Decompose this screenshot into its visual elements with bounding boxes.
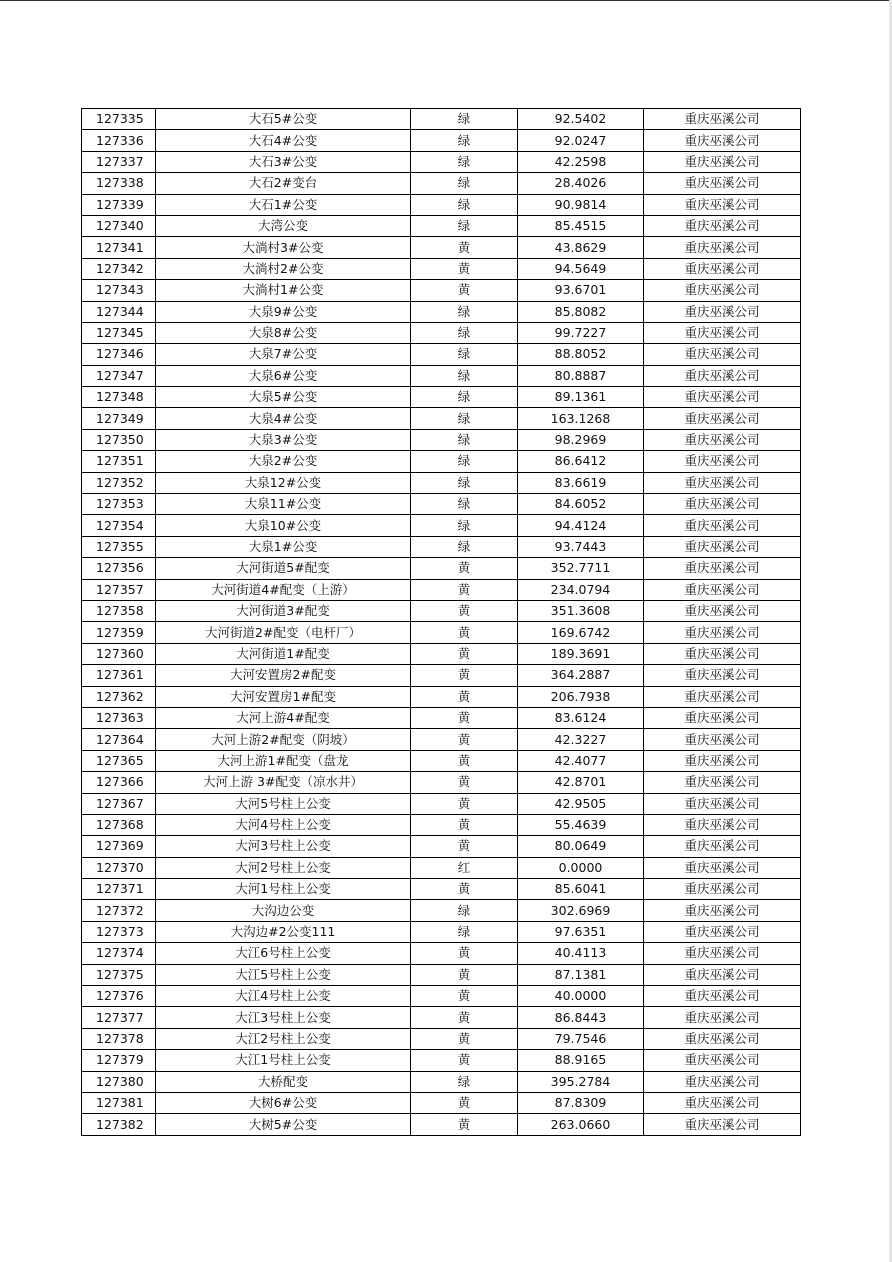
status-color-cell: 绿 — [411, 301, 518, 322]
company-cell: 重庆巫溪公司 — [644, 665, 801, 686]
table-row — [82, 579, 801, 600]
table-row — [82, 301, 801, 322]
status-color-cell: 绿 — [411, 130, 518, 151]
table-row — [82, 237, 801, 258]
table-row — [82, 921, 801, 942]
status-color-cell: 黄 — [411, 622, 518, 643]
table-row — [82, 1028, 801, 1049]
status-color-cell: 黄 — [411, 793, 518, 814]
transformer-name-cell: 大河4号柱上公变 — [156, 814, 411, 835]
row-id-cell: 127340 — [82, 215, 156, 236]
transformer-name-cell: 大石1#公变 — [156, 194, 411, 215]
load-value-cell: 86.6412 — [518, 451, 644, 472]
transformer-name-cell: 大江3号柱上公变 — [156, 1007, 411, 1028]
status-color-cell: 黄 — [411, 643, 518, 664]
load-value-cell: 0.0000 — [518, 857, 644, 878]
status-color-cell: 绿 — [411, 365, 518, 386]
company-cell: 重庆巫溪公司 — [644, 964, 801, 985]
table-row — [82, 814, 801, 835]
company-cell: 重庆巫溪公司 — [644, 729, 801, 750]
table-row — [82, 536, 801, 557]
row-id-cell: 127362 — [82, 686, 156, 707]
transformer-name-cell: 大河1号柱上公变 — [156, 879, 411, 900]
load-value-cell: 169.6742 — [518, 622, 644, 643]
transformer-name-cell: 大石3#公变 — [156, 151, 411, 172]
load-value-cell: 43.8629 — [518, 237, 644, 258]
table-row — [82, 665, 801, 686]
row-id-cell: 127382 — [82, 1114, 156, 1135]
row-id-cell: 127335 — [82, 109, 156, 130]
company-cell: 重庆巫溪公司 — [644, 707, 801, 728]
table-row — [82, 857, 801, 878]
status-color-cell: 黄 — [411, 986, 518, 1007]
transformer-name-cell: 大泉5#公变 — [156, 387, 411, 408]
load-value-cell: 42.8701 — [518, 772, 644, 793]
company-cell: 重庆巫溪公司 — [644, 921, 801, 942]
row-id-cell: 127378 — [82, 1028, 156, 1049]
transformer-name-cell: 大泉9#公变 — [156, 301, 411, 322]
table-row — [82, 258, 801, 279]
transformer-name-cell: 大河街道2#配变（电杆厂） — [156, 622, 411, 643]
row-id-cell: 127366 — [82, 772, 156, 793]
status-color-cell: 绿 — [411, 921, 518, 942]
transformer-name-cell: 大石2#变台 — [156, 173, 411, 194]
table-row — [82, 387, 801, 408]
company-cell: 重庆巫溪公司 — [644, 173, 801, 194]
load-value-cell: 92.0247 — [518, 130, 644, 151]
load-value-cell: 85.4515 — [518, 215, 644, 236]
transformer-name-cell: 大泉11#公变 — [156, 494, 411, 515]
load-value-cell: 40.4113 — [518, 943, 644, 964]
row-id-cell: 127379 — [82, 1050, 156, 1071]
table-row — [82, 451, 801, 472]
transformer-name-cell: 大树6#公变 — [156, 1092, 411, 1113]
table-row — [82, 173, 801, 194]
table-row — [82, 322, 801, 343]
status-color-cell: 黄 — [411, 943, 518, 964]
load-value-cell: 97.6351 — [518, 921, 644, 942]
status-color-cell: 黄 — [411, 729, 518, 750]
load-value-cell: 206.7938 — [518, 686, 644, 707]
transformer-name-cell: 大河5号柱上公变 — [156, 793, 411, 814]
row-id-cell: 127343 — [82, 280, 156, 301]
load-value-cell: 84.6052 — [518, 494, 644, 515]
load-value-cell: 83.6124 — [518, 707, 644, 728]
load-value-cell: 87.1381 — [518, 964, 644, 985]
table-row — [82, 429, 801, 450]
status-color-cell: 绿 — [411, 429, 518, 450]
transformer-name-cell: 大湾公变 — [156, 215, 411, 236]
load-value-cell: 42.3227 — [518, 729, 644, 750]
table-row — [82, 943, 801, 964]
table-row — [82, 280, 801, 301]
load-value-cell: 86.8443 — [518, 1007, 644, 1028]
status-color-cell: 黄 — [411, 237, 518, 258]
transformer-name-cell: 大泉10#公变 — [156, 515, 411, 536]
row-id-cell: 127374 — [82, 943, 156, 964]
status-color-cell: 黄 — [411, 280, 518, 301]
company-cell: 重庆巫溪公司 — [644, 365, 801, 386]
transformer-name-cell: 大河3号柱上公变 — [156, 836, 411, 857]
transformer-name-cell: 大河街道4#配变（上游） — [156, 579, 411, 600]
company-cell: 重庆巫溪公司 — [644, 215, 801, 236]
status-color-cell: 黄 — [411, 258, 518, 279]
row-id-cell: 127350 — [82, 429, 156, 450]
row-id-cell: 127346 — [82, 344, 156, 365]
status-color-cell: 黄 — [411, 1007, 518, 1028]
load-value-cell: 83.6619 — [518, 472, 644, 493]
table-row — [82, 494, 801, 515]
transformer-name-cell: 大河上游4#配变 — [156, 707, 411, 728]
company-cell: 重庆巫溪公司 — [644, 600, 801, 621]
company-cell: 重庆巫溪公司 — [644, 986, 801, 1007]
row-id-cell: 127380 — [82, 1071, 156, 1092]
status-color-cell: 绿 — [411, 1071, 518, 1092]
transformer-name-cell: 大淌村2#公变 — [156, 258, 411, 279]
status-color-cell: 绿 — [411, 215, 518, 236]
company-cell: 重庆巫溪公司 — [644, 109, 801, 130]
load-value-cell: 364.2887 — [518, 665, 644, 686]
load-value-cell: 42.4077 — [518, 750, 644, 771]
load-value-cell: 79.7546 — [518, 1028, 644, 1049]
transformer-name-cell: 大泉2#公变 — [156, 451, 411, 472]
company-cell: 重庆巫溪公司 — [644, 622, 801, 643]
load-value-cell: 94.4124 — [518, 515, 644, 536]
status-color-cell: 绿 — [411, 472, 518, 493]
status-color-cell: 绿 — [411, 344, 518, 365]
company-cell: 重庆巫溪公司 — [644, 258, 801, 279]
row-id-cell: 127364 — [82, 729, 156, 750]
table-row — [82, 472, 801, 493]
table-body — [82, 109, 801, 1136]
load-value-cell: 85.8082 — [518, 301, 644, 322]
status-color-cell: 绿 — [411, 194, 518, 215]
company-cell: 重庆巫溪公司 — [644, 151, 801, 172]
company-cell: 重庆巫溪公司 — [644, 237, 801, 258]
transformer-name-cell: 大泉8#公变 — [156, 322, 411, 343]
transformer-name-cell: 大河街道3#配变 — [156, 600, 411, 621]
load-value-cell: 99.7227 — [518, 322, 644, 343]
row-id-cell: 127371 — [82, 879, 156, 900]
transformer-name-cell: 大泉1#公变 — [156, 536, 411, 557]
table-row — [82, 194, 801, 215]
company-cell: 重庆巫溪公司 — [644, 793, 801, 814]
row-id-cell: 127354 — [82, 515, 156, 536]
table-row — [82, 558, 801, 579]
load-value-cell: 90.9814 — [518, 194, 644, 215]
load-value-cell: 80.0649 — [518, 836, 644, 857]
load-value-cell: 94.5649 — [518, 258, 644, 279]
load-value-cell: 352.7711 — [518, 558, 644, 579]
transformer-name-cell: 大河街道1#配变 — [156, 643, 411, 664]
row-id-cell: 127345 — [82, 322, 156, 343]
table-row — [82, 793, 801, 814]
row-id-cell: 127370 — [82, 857, 156, 878]
load-value-cell: 92.5402 — [518, 109, 644, 130]
table-row — [82, 109, 801, 130]
transformer-name-cell: 大河上游 3#配变（凉水井） — [156, 772, 411, 793]
transformer-name-cell: 大江2号柱上公变 — [156, 1028, 411, 1049]
row-id-cell: 127363 — [82, 707, 156, 728]
load-value-cell: 89.1361 — [518, 387, 644, 408]
status-color-cell: 黄 — [411, 558, 518, 579]
transformer-name-cell: 大桥配变 — [156, 1071, 411, 1092]
status-color-cell: 黄 — [411, 665, 518, 686]
status-color-cell: 绿 — [411, 387, 518, 408]
company-cell: 重庆巫溪公司 — [644, 1092, 801, 1113]
company-cell: 重庆巫溪公司 — [644, 1007, 801, 1028]
load-value-cell: 42.9505 — [518, 793, 644, 814]
company-cell: 重庆巫溪公司 — [644, 1028, 801, 1049]
row-id-cell: 127356 — [82, 558, 156, 579]
company-cell: 重庆巫溪公司 — [644, 515, 801, 536]
status-color-cell: 黄 — [411, 964, 518, 985]
row-id-cell: 127357 — [82, 579, 156, 600]
row-id-cell: 127355 — [82, 536, 156, 557]
table-row — [82, 879, 801, 900]
load-value-cell: 88.9165 — [518, 1050, 644, 1071]
table-row — [82, 622, 801, 643]
table-row — [82, 1050, 801, 1071]
transformer-name-cell: 大沟边公变 — [156, 900, 411, 921]
company-cell: 重庆巫溪公司 — [644, 1071, 801, 1092]
company-cell: 重庆巫溪公司 — [644, 1050, 801, 1071]
status-color-cell: 绿 — [411, 536, 518, 557]
page-top-border — [0, 0, 892, 1]
row-id-cell: 127337 — [82, 151, 156, 172]
row-id-cell: 127344 — [82, 301, 156, 322]
table-row — [82, 750, 801, 771]
company-cell: 重庆巫溪公司 — [644, 836, 801, 857]
row-id-cell: 127360 — [82, 643, 156, 664]
status-color-cell: 黄 — [411, 879, 518, 900]
table-row — [82, 964, 801, 985]
status-color-cell: 黄 — [411, 579, 518, 600]
row-id-cell: 127365 — [82, 750, 156, 771]
table-row — [82, 215, 801, 236]
status-color-cell: 黄 — [411, 1050, 518, 1071]
table-row — [82, 729, 801, 750]
row-id-cell: 127341 — [82, 237, 156, 258]
transformer-name-cell: 大河上游2#配变（阴坡） — [156, 729, 411, 750]
row-id-cell: 127369 — [82, 836, 156, 857]
row-id-cell: 127339 — [82, 194, 156, 215]
status-color-cell: 绿 — [411, 494, 518, 515]
status-color-cell: 黄 — [411, 707, 518, 728]
transformer-name-cell: 大石4#公变 — [156, 130, 411, 151]
row-id-cell: 127358 — [82, 600, 156, 621]
row-id-cell: 127373 — [82, 921, 156, 942]
transformer-name-cell: 大河上游1#配变（盘龙 — [156, 750, 411, 771]
transformer-name-cell: 大河街道5#配变 — [156, 558, 411, 579]
load-value-cell: 98.2969 — [518, 429, 644, 450]
table-row — [82, 643, 801, 664]
row-id-cell: 127351 — [82, 451, 156, 472]
status-color-cell: 绿 — [411, 322, 518, 343]
transformer-name-cell: 大泉12#公变 — [156, 472, 411, 493]
table-row — [82, 365, 801, 386]
row-id-cell: 127372 — [82, 900, 156, 921]
transformer-name-cell: 大石5#公变 — [156, 109, 411, 130]
company-cell: 重庆巫溪公司 — [644, 344, 801, 365]
company-cell: 重庆巫溪公司 — [644, 301, 801, 322]
row-id-cell: 127349 — [82, 408, 156, 429]
row-id-cell: 127361 — [82, 665, 156, 686]
table-row — [82, 836, 801, 857]
load-value-cell: 42.2598 — [518, 151, 644, 172]
transformer-name-cell: 大泉4#公变 — [156, 408, 411, 429]
load-value-cell: 85.6041 — [518, 879, 644, 900]
row-id-cell: 127352 — [82, 472, 156, 493]
company-cell: 重庆巫溪公司 — [644, 387, 801, 408]
table-row — [82, 1007, 801, 1028]
company-cell: 重庆巫溪公司 — [644, 900, 801, 921]
load-value-cell: 93.7443 — [518, 536, 644, 557]
load-value-cell: 189.3691 — [518, 643, 644, 664]
company-cell: 重庆巫溪公司 — [644, 750, 801, 771]
load-value-cell: 80.8887 — [518, 365, 644, 386]
status-color-cell: 绿 — [411, 408, 518, 429]
transformer-name-cell: 大泉7#公变 — [156, 344, 411, 365]
company-cell: 重庆巫溪公司 — [644, 1114, 801, 1135]
company-cell: 重庆巫溪公司 — [644, 194, 801, 215]
company-cell: 重庆巫溪公司 — [644, 494, 801, 515]
company-cell: 重庆巫溪公司 — [644, 879, 801, 900]
transformer-name-cell: 大河2号柱上公变 — [156, 857, 411, 878]
transformer-name-cell: 大泉6#公变 — [156, 365, 411, 386]
transformer-table — [81, 108, 801, 1136]
table-row — [82, 151, 801, 172]
company-cell: 重庆巫溪公司 — [644, 536, 801, 557]
company-cell: 重庆巫溪公司 — [644, 814, 801, 835]
transformer-name-cell: 大树5#公变 — [156, 1114, 411, 1135]
company-cell: 重庆巫溪公司 — [644, 558, 801, 579]
load-value-cell: 28.4026 — [518, 173, 644, 194]
company-cell: 重庆巫溪公司 — [644, 943, 801, 964]
row-id-cell: 127336 — [82, 130, 156, 151]
status-color-cell: 红 — [411, 857, 518, 878]
row-id-cell: 127381 — [82, 1092, 156, 1113]
row-id-cell: 127338 — [82, 173, 156, 194]
status-color-cell: 黄 — [411, 772, 518, 793]
transformer-name-cell: 大淌村1#公变 — [156, 280, 411, 301]
company-cell: 重庆巫溪公司 — [644, 451, 801, 472]
row-id-cell: 127348 — [82, 387, 156, 408]
row-id-cell: 127353 — [82, 494, 156, 515]
row-id-cell: 127375 — [82, 964, 156, 985]
company-cell: 重庆巫溪公司 — [644, 408, 801, 429]
transformer-name-cell: 大江6号柱上公变 — [156, 943, 411, 964]
table-row — [82, 600, 801, 621]
status-color-cell: 黄 — [411, 1028, 518, 1049]
row-id-cell: 127368 — [82, 814, 156, 835]
status-color-cell: 绿 — [411, 173, 518, 194]
transformer-name-cell: 大淌村3#公变 — [156, 237, 411, 258]
table-row — [82, 344, 801, 365]
table-row — [82, 707, 801, 728]
table-row — [82, 130, 801, 151]
row-id-cell: 127377 — [82, 1007, 156, 1028]
company-cell: 重庆巫溪公司 — [644, 643, 801, 664]
company-cell: 重庆巫溪公司 — [644, 429, 801, 450]
transformer-name-cell: 大江1号柱上公变 — [156, 1050, 411, 1071]
transformer-name-cell: 大沟边#2公变111 — [156, 921, 411, 942]
load-value-cell: 87.8309 — [518, 1092, 644, 1113]
load-value-cell: 40.0000 — [518, 986, 644, 1007]
table-row — [82, 1114, 801, 1135]
row-id-cell: 127367 — [82, 793, 156, 814]
transformer-name-cell: 大泉3#公变 — [156, 429, 411, 450]
table-row — [82, 900, 801, 921]
row-id-cell: 127376 — [82, 986, 156, 1007]
company-cell: 重庆巫溪公司 — [644, 130, 801, 151]
status-color-cell: 绿 — [411, 451, 518, 472]
status-color-cell: 黄 — [411, 836, 518, 857]
row-id-cell: 127342 — [82, 258, 156, 279]
status-color-cell: 黄 — [411, 814, 518, 835]
status-color-cell: 绿 — [411, 515, 518, 536]
table-row — [82, 986, 801, 1007]
company-cell: 重庆巫溪公司 — [644, 472, 801, 493]
load-value-cell: 395.2784 — [518, 1071, 644, 1092]
company-cell: 重庆巫溪公司 — [644, 280, 801, 301]
transformer-name-cell: 大江4号柱上公变 — [156, 986, 411, 1007]
table-row — [82, 1071, 801, 1092]
company-cell: 重庆巫溪公司 — [644, 579, 801, 600]
status-color-cell: 绿 — [411, 900, 518, 921]
load-value-cell: 302.6969 — [518, 900, 644, 921]
table-row — [82, 686, 801, 707]
table-row — [82, 408, 801, 429]
transformer-name-cell: 大河安置房2#配变 — [156, 665, 411, 686]
transformer-name-cell: 大江5号柱上公变 — [156, 964, 411, 985]
company-cell: 重庆巫溪公司 — [644, 772, 801, 793]
company-cell: 重庆巫溪公司 — [644, 686, 801, 707]
table-row — [82, 1092, 801, 1113]
company-cell: 重庆巫溪公司 — [644, 322, 801, 343]
load-value-cell: 55.4639 — [518, 814, 644, 835]
load-value-cell: 351.3608 — [518, 600, 644, 621]
load-value-cell: 234.0794 — [518, 579, 644, 600]
transformer-name-cell: 大河安置房1#配变 — [156, 686, 411, 707]
row-id-cell: 127347 — [82, 365, 156, 386]
status-color-cell: 黄 — [411, 750, 518, 771]
status-color-cell: 黄 — [411, 1092, 518, 1113]
status-color-cell: 绿 — [411, 109, 518, 130]
status-color-cell: 黄 — [411, 686, 518, 707]
status-color-cell: 绿 — [411, 151, 518, 172]
load-value-cell: 263.0660 — [518, 1114, 644, 1135]
table-row — [82, 772, 801, 793]
load-value-cell: 93.6701 — [518, 280, 644, 301]
load-value-cell: 88.8052 — [518, 344, 644, 365]
load-value-cell: 163.1268 — [518, 408, 644, 429]
company-cell: 重庆巫溪公司 — [644, 857, 801, 878]
table-row — [82, 515, 801, 536]
status-color-cell: 黄 — [411, 600, 518, 621]
status-color-cell: 黄 — [411, 1114, 518, 1135]
row-id-cell: 127359 — [82, 622, 156, 643]
